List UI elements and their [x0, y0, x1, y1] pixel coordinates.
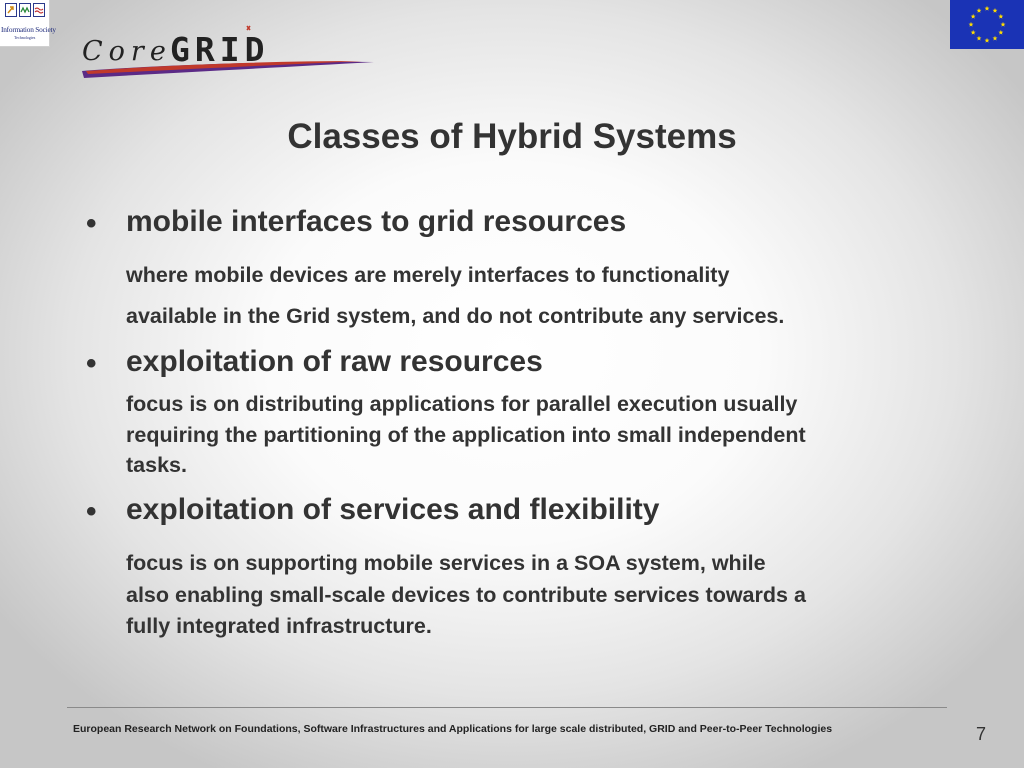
eu-flag-icon	[950, 0, 1024, 49]
eu-star-icon	[985, 6, 990, 11]
eu-star-icon	[971, 14, 976, 19]
slide-title: Classes of Hybrid Systems	[287, 117, 737, 156]
eu-star-icon	[998, 30, 1003, 35]
logo-core-text: Core	[82, 36, 172, 67]
logo-grid-text: GRID	[170, 30, 270, 69]
ist-logo-arrow-icon	[5, 3, 17, 17]
bullet-marker: •	[86, 347, 97, 380]
bullet-description-line: also enabling small-scale devices to contribute services towards a	[126, 583, 806, 607]
eu-star-icon	[1001, 22, 1006, 27]
eu-star-icon	[977, 36, 982, 41]
coregrid-logo	[78, 24, 378, 80]
eu-star-icon	[985, 38, 990, 43]
bullet-description-line: tasks.	[126, 453, 187, 477]
bullet-description-line: requiring the partitioning of the application into small independent	[126, 423, 806, 447]
bullet-marker: •	[86, 207, 97, 240]
eu-star-icon	[993, 36, 998, 41]
ist-logo-wave-icon	[19, 3, 31, 17]
bullet-marker: •	[86, 495, 97, 528]
eu-star-icon	[971, 30, 976, 35]
eu-star-icon	[969, 22, 974, 27]
information-society-logo	[0, 0, 56, 47]
ist-logo-subtext: Technologies	[14, 35, 36, 40]
bullet-description-line: focus is on supporting mobile services in a SOA system, while	[126, 551, 766, 575]
bullet-description-line: fully integrated infrastructure.	[126, 614, 432, 638]
bullet-heading: exploitation of services and flexibility	[126, 493, 660, 526]
bullet-description-line: focus is on distributing applications for parallel execution usually	[126, 392, 798, 416]
bullet-heading: exploitation of raw resources	[126, 345, 543, 378]
page-number: 7	[976, 724, 987, 744]
eu-star-icon	[993, 8, 998, 13]
bullet-description-line: where mobile devices are merely interfaces to functionality	[126, 263, 730, 287]
ist-logo-tilde-icon	[33, 3, 45, 17]
bullet-heading: mobile interfaces to grid resources	[126, 205, 627, 238]
footer-divider	[67, 707, 947, 708]
footer-text: European Research Network on Foundations, Software Infrastructures and Applications for large scale distributed, GRID and Peer-to-Peer Technologies	[73, 723, 833, 735]
bullet-description-line: available in the Grid system, and do not contribute any services.	[126, 304, 785, 328]
eu-star-icon	[998, 14, 1003, 19]
eu-star-icon	[977, 8, 982, 13]
ist-logo-text: Information Society	[1, 25, 56, 34]
